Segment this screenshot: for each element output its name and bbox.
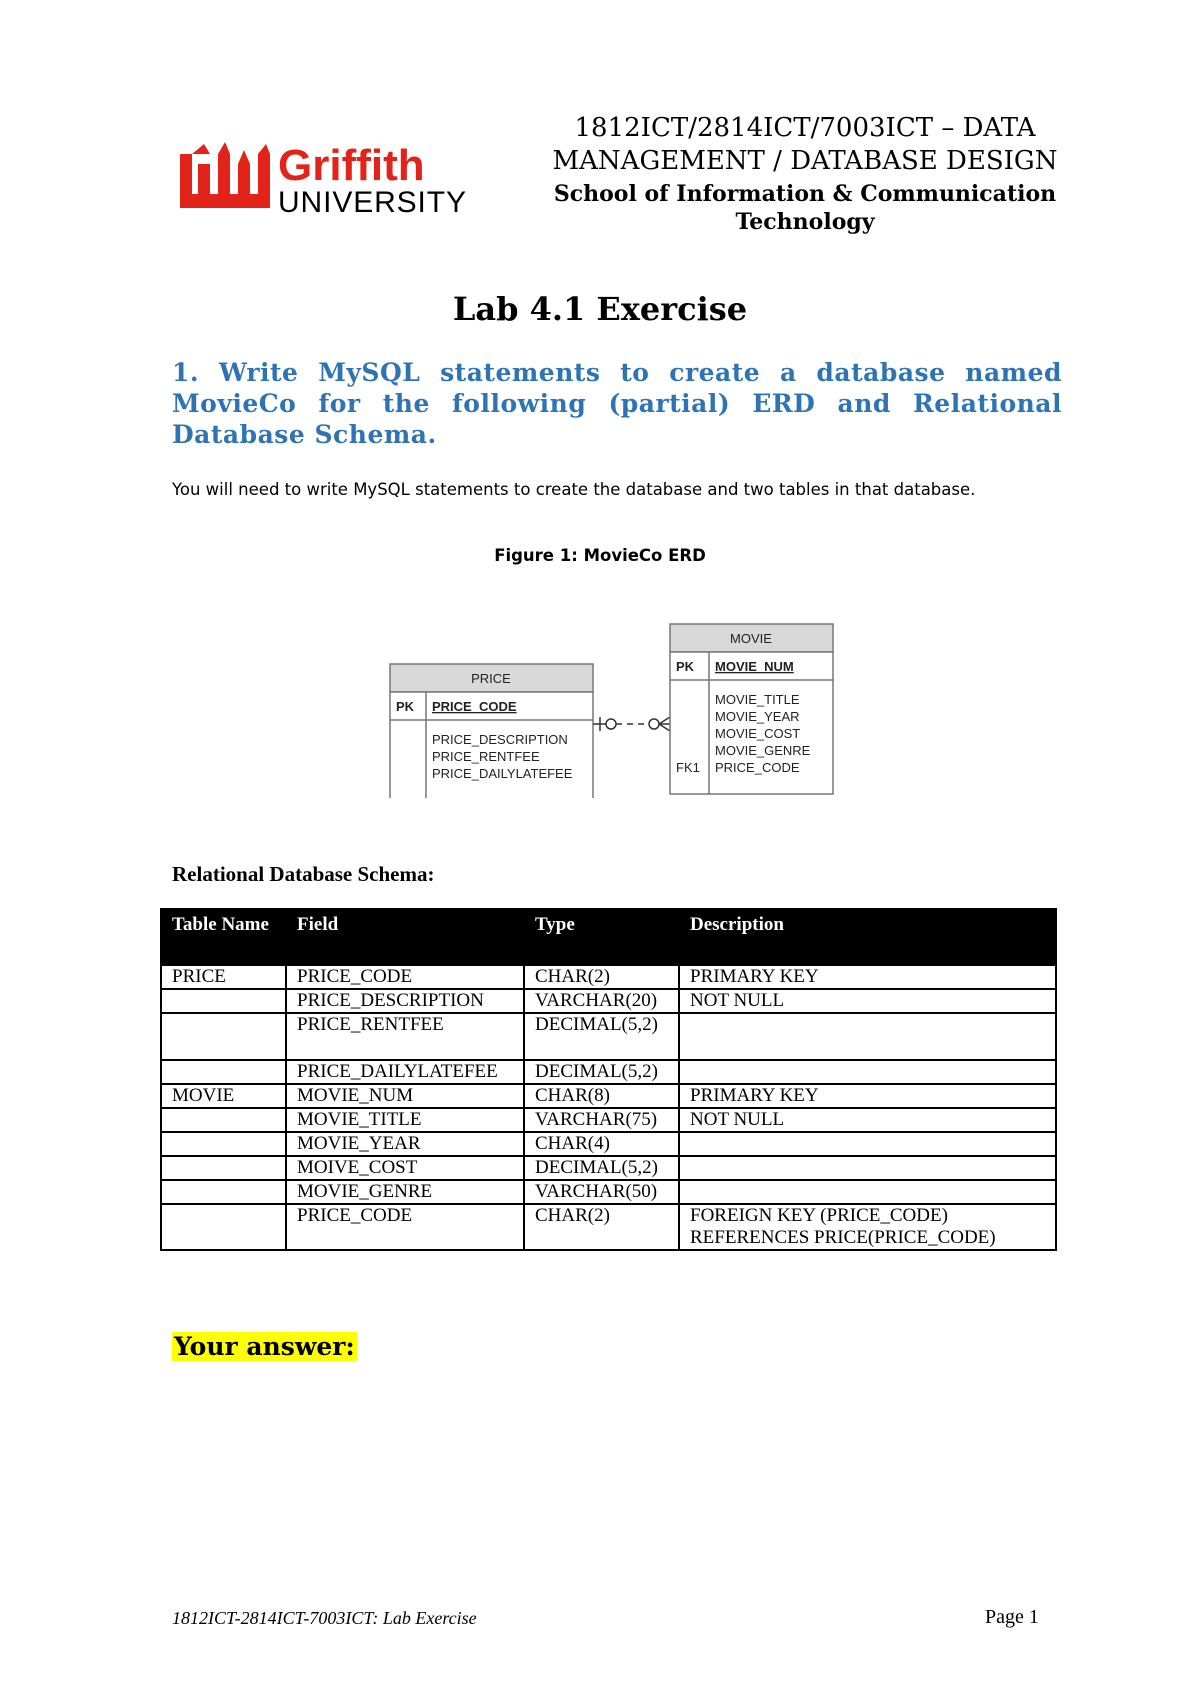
erd-movie-pk-label: PK — [676, 659, 695, 674]
footer-course: 1812ICT-2814ICT-7003ICT: Lab Exercise — [172, 1608, 477, 1628]
schema-cell-field: PRICE_RENTFEE — [286, 1013, 524, 1060]
schema-table — [160, 908, 1057, 1251]
schema-cell-table: MOVIE — [161, 1084, 286, 1108]
schema-cell-field: MOVIE_YEAR — [286, 1132, 524, 1156]
question-text: 1. Write MySQL statements to create a database named MovieCo for the following (partial) ERD and Relational Database Schema. — [172, 358, 1062, 449]
erd-price-title: PRICE — [471, 671, 511, 686]
schema-cell-description — [679, 1013, 1056, 1060]
schema-fk-line-2: REFERENCES PRICE(PRICE_CODE) — [690, 1227, 996, 1248]
school-name — [500, 180, 1110, 236]
schema-cell-type: CHAR(2) — [524, 965, 679, 989]
schema-fk-line-1: FOREIGN KEY (PRICE_CODE) — [690, 1205, 948, 1226]
table-row — [161, 1108, 1056, 1132]
schema-cell-type: CHAR(4) — [524, 1132, 679, 1156]
schema-cell-table — [161, 1108, 286, 1132]
schema-cell-field: MOVIE_TITLE — [286, 1108, 524, 1132]
schema-header-type: Type — [524, 909, 679, 965]
erd-movie-field: MOVIE_GENRE — [715, 743, 811, 758]
schema-cell-description: PRIMARY KEY — [679, 1084, 1056, 1108]
school-name-line-1: School of Information & Communication — [553, 181, 1057, 207]
erd-movie-field: PRICE_CODE — [715, 760, 800, 775]
table-row — [161, 965, 1056, 989]
schema-cell-table — [161, 1156, 286, 1180]
schema-cell-description — [679, 1204, 1056, 1250]
schema-cell-type: VARCHAR(50) — [524, 1180, 679, 1204]
table-row — [161, 1204, 1056, 1250]
table-row — [161, 1180, 1056, 1204]
schema-cell-type: DECIMAL(5,2) — [524, 1013, 679, 1060]
course-title — [500, 112, 1110, 178]
schema-cell-type: CHAR(8) — [524, 1084, 679, 1108]
table-row — [161, 1084, 1056, 1108]
lab-title: Lab 4.1 Exercise — [452, 290, 748, 328]
schema-cell-table: PRICE — [161, 965, 286, 989]
erd-movie-fk-label: FK1 — [676, 760, 700, 775]
schema-header-table-name: Table Name — [161, 909, 286, 965]
schema-cell-table — [161, 1013, 286, 1060]
erd-movie-pk-field: MOVIE_NUM — [715, 659, 794, 674]
schema-cell-field: PRICE_CODE — [286, 965, 524, 989]
table-row — [161, 1060, 1056, 1084]
erd-price-field: PRICE_DESCRIPTION — [432, 732, 568, 747]
erd-entity-price — [390, 664, 593, 798]
school-name-line-2: Technology — [735, 209, 875, 235]
schema-cell-type: VARCHAR(20) — [524, 989, 679, 1013]
erd-relationship — [593, 717, 670, 731]
schema-cell-type: DECIMAL(5,2) — [524, 1156, 679, 1180]
schema-cell-field: PRICE_CODE — [286, 1204, 524, 1250]
footer-page-number: Page 1 — [985, 1606, 1039, 1628]
schema-cell-description — [679, 1132, 1056, 1156]
table-row — [161, 1013, 1056, 1060]
schema-header-row — [161, 909, 1056, 965]
movieco-erd — [380, 618, 860, 798]
schema-cell-table — [161, 1132, 286, 1156]
schema-label: Relational Database Schema: — [172, 862, 435, 886]
course-title-line-2: MANAGEMENT / DATABASE DESIGN — [552, 146, 1058, 176]
logo-wordmark-griffith: Griffith — [278, 141, 425, 190]
table-row — [161, 1132, 1056, 1156]
intro-text: You will need to write MySQL statements to create the database and two tables in that database. — [172, 480, 976, 499]
erd-entity-movie — [670, 624, 833, 794]
schema-cell-field: PRICE_DESCRIPTION — [286, 989, 524, 1013]
schema-cell-type: VARCHAR(75) — [524, 1108, 679, 1132]
schema-header-description: Description — [679, 909, 1056, 965]
table-row — [161, 1156, 1056, 1180]
erd-price-pk-field: PRICE_CODE — [432, 699, 517, 714]
erd-movie-title: MOVIE — [730, 631, 772, 646]
erd-price-field: PRICE_RENTFEE — [432, 749, 540, 764]
schema-cell-table — [161, 1180, 286, 1204]
schema-cell-table — [161, 989, 286, 1013]
schema-cell-description — [679, 1180, 1056, 1204]
schema-cell-field: PRICE_DAILYLATEFEE — [286, 1060, 524, 1084]
erd-movie-field: MOVIE_YEAR — [715, 709, 800, 724]
schema-cell-field: MOVIE_GENRE — [286, 1180, 524, 1204]
schema-cell-table — [161, 1060, 286, 1084]
schema-cell-description — [679, 1060, 1056, 1084]
schema-cell-description: NOT NULL — [679, 1108, 1056, 1132]
logo-mark — [180, 142, 270, 208]
schema-cell-description: NOT NULL — [679, 989, 1056, 1013]
schema-cell-type: CHAR(2) — [524, 1204, 679, 1250]
erd-movie-field: MOVIE_COST — [715, 726, 801, 741]
erd-movie-field: MOVIE_TITLE — [715, 692, 800, 707]
schema-cell-type: DECIMAL(5,2) — [524, 1060, 679, 1084]
figure-caption: Figure 1: MovieCo ERD — [494, 546, 706, 565]
griffith-university-logo — [178, 140, 468, 220]
erd-price-field: PRICE_DAILYLATEFEE — [432, 766, 573, 781]
table-row — [161, 989, 1056, 1013]
schema-cell-table — [161, 1204, 286, 1250]
answer-label: Your answer: — [174, 1332, 355, 1361]
course-title-line-1: 1812ICT/2814ICT/7003ICT – DATA — [574, 113, 1036, 143]
schema-header-field: Field — [286, 909, 524, 965]
erd-price-pk-label: PK — [396, 699, 415, 714]
schema-cell-description — [679, 1156, 1056, 1180]
schema-cell-field: MOVIE_NUM — [286, 1084, 524, 1108]
schema-cell-description: PRIMARY KEY — [679, 965, 1056, 989]
logo-wordmark-university: UNIVERSITY — [278, 186, 466, 219]
schema-cell-field: MOIVE_COST — [286, 1156, 524, 1180]
